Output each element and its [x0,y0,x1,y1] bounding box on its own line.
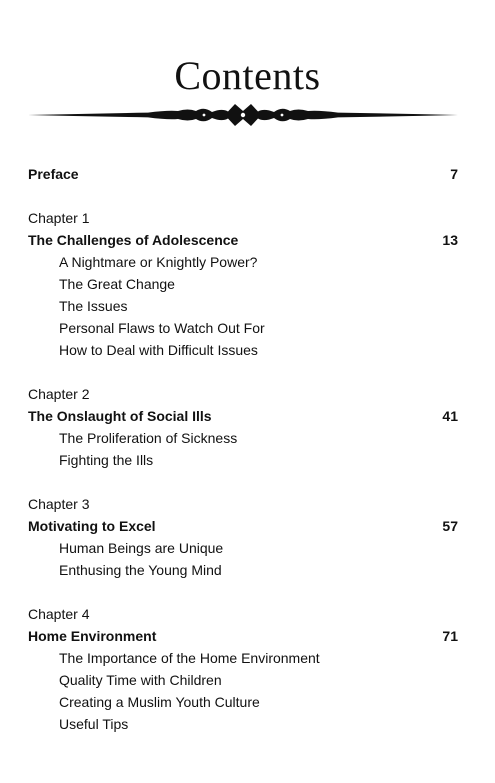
page-title: Contents [174,53,321,98]
page-number: 71 [442,628,458,644]
toc-subsection[interactable]: Enthusing the Young Mind [59,562,222,578]
page-number: 7 [450,166,458,182]
toc-subsection[interactable]: Creating a Muslim Youth Culture [59,694,260,710]
entry-title: The Onslaught of Social Ills [28,408,212,424]
chapter-label: Chapter 4 [28,606,90,622]
toc-subsection[interactable]: Human Beings are Unique [59,540,224,556]
toc-subsection[interactable]: Fighting the Ills [59,452,154,468]
chapter-label: Chapter 3 [28,496,90,512]
toc-entry-chapter-2[interactable] [28,405,458,427]
toc-subsection[interactable]: Quality Time with Children [59,672,222,688]
toc-subsection[interactable]: Personal Flaws to Watch Out For [59,320,265,336]
chapter-label: Chapter 2 [28,386,90,402]
table-of-contents [28,163,458,735]
toc-entry-chapter-1[interactable] [28,229,458,251]
entry-title: Home Environment [28,628,157,644]
toc-entry-chapter-3[interactable] [28,515,458,537]
toc-subsection[interactable]: How to Deal with Difficult Issues [59,342,258,358]
toc-subsection[interactable]: The Proliferation of Sickness [59,430,238,446]
page-number: 41 [442,408,458,424]
toc-subsection[interactable]: The Importance of the Home Environment [59,650,320,666]
toc-subsection[interactable]: The Great Change [59,276,175,292]
toc-entry-chapter-4[interactable] [28,625,458,647]
toc-subsection[interactable]: A Nightmare or Knightly Power? [59,254,258,270]
entry-title: Preface [28,166,79,182]
ornamental-divider-icon [28,100,458,130]
page-number: 57 [442,518,458,534]
page-number: 13 [442,232,458,248]
chapter-label: Chapter 1 [28,210,90,226]
toc-subsection[interactable]: Useful Tips [59,716,129,732]
toc-entry-preface[interactable] [28,163,458,185]
entry-title: Motivating to Excel [28,518,156,534]
toc-subsection[interactable]: The Issues [59,298,128,314]
entry-title: The Challenges of Adolescence [28,232,239,248]
